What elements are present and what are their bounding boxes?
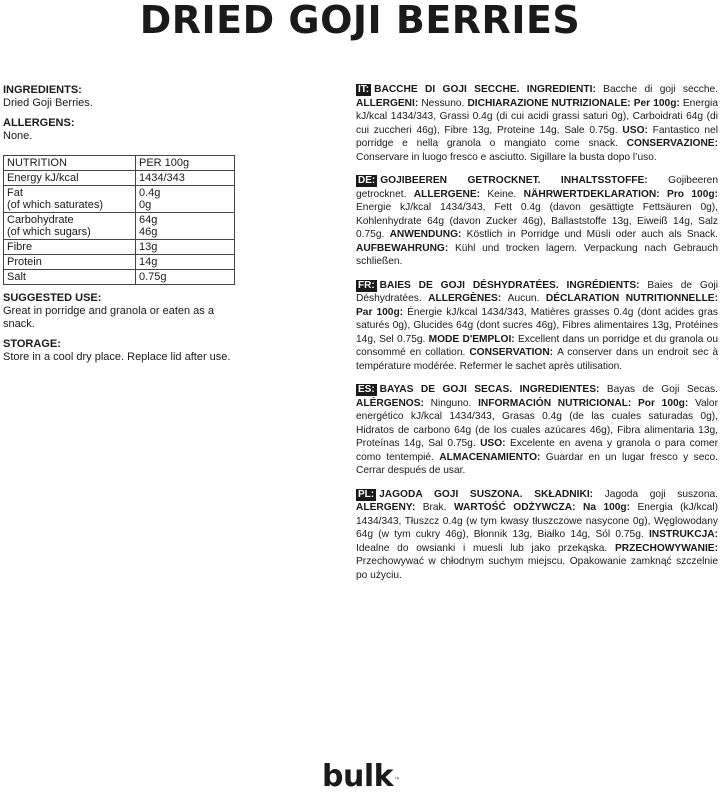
nutrition-value: 14g xyxy=(136,255,235,270)
suggested-use-text: Great in porridge and granola or eaten as a snack. xyxy=(3,305,214,330)
translation-block-pl xyxy=(356,488,718,583)
translation-block-fr xyxy=(356,279,718,374)
translation-text: Idealne do owsianki i muesli lub jako przekąska. xyxy=(356,542,615,554)
ingredients-text: Dried Goji Berries. xyxy=(3,97,93,109)
translation-heading: ALLERGENE: xyxy=(413,188,488,200)
language-code-badge: IT: xyxy=(358,84,370,95)
nutrition-table xyxy=(3,155,235,285)
nutrition-header-row xyxy=(4,156,235,171)
translation-text: Brak. xyxy=(422,502,454,513)
nutrition-header-label: NUTRITION xyxy=(4,156,136,171)
logo-wordmark: bulk xyxy=(322,759,394,794)
storage-text: Store in a cool dry place. Replace lid after use. xyxy=(3,351,231,363)
translation-heading: USO: xyxy=(480,438,510,449)
page-title: DRIED GOJI BERRIES xyxy=(139,0,581,42)
allergens-heading: ALLERGENS: xyxy=(3,117,75,129)
nutrition-row-fibre xyxy=(4,240,235,255)
translation-heading: USO: xyxy=(622,124,653,136)
translation-text: Jagoda goji suszona. xyxy=(604,488,719,500)
nutrition-row-carbohydrate xyxy=(4,213,235,240)
language-code-badge: PL: xyxy=(358,488,375,500)
translation-text: Bacche di goji secche. xyxy=(603,84,718,95)
translation-heading: ALÉRGENOS: xyxy=(356,397,431,409)
nutrition-row-salt xyxy=(4,270,235,285)
nutrition-value: 0.75g xyxy=(136,270,235,285)
translations-panel xyxy=(356,83,718,592)
translation-block-it xyxy=(356,83,718,164)
nutrition-row-protein xyxy=(4,255,235,270)
translation-heading: ALMACENAMIENTO: xyxy=(439,451,546,463)
suggested-use-heading: SUGGESTED USE: xyxy=(3,292,102,304)
translation-heading: ALLERGENI: xyxy=(356,97,422,109)
nutrition-label: Carbohydrate xyxy=(7,214,74,226)
translation-heading: MODE D'EMPLOI: xyxy=(428,333,518,345)
translation-heading: NÄHRWERTDEKLARATION: Pro 100g: xyxy=(523,188,718,200)
nutrition-row-fat xyxy=(4,186,235,213)
nutrition-sublabel: (of which sugars) xyxy=(7,226,91,238)
translation-text: Keine. xyxy=(487,188,524,200)
language-code-badge: FR: xyxy=(358,279,375,291)
english-label-panel xyxy=(3,84,239,364)
translation-heading: WARTOŚĆ ODŻYWCZA: Na 100g: xyxy=(453,502,638,513)
translation-heading: INFORMACIÓN NUTRICIONAL: Por 100g: xyxy=(478,397,695,409)
translation-text: Energia (kJ/kcal) 1434/343, Tłuszcz 0.4g (w tym kwasy tłuszczowe nasycone 0g), Węglowodany 64g (w tym cukry 46g), Błonnik 13g, Białko 14g, Sól 0.75g. xyxy=(356,502,719,540)
nutrition-value: 13g xyxy=(136,240,235,255)
translation-text: Excelente en avena y granola o para comer como tentempié. xyxy=(356,438,718,463)
translation-heading: DÉCLARATION NUTRITIONNELLE: Par 100g: xyxy=(356,293,718,318)
nutrition-label: Fibre xyxy=(4,240,136,255)
language-code-badge: DE: xyxy=(358,175,376,186)
nutrition-row-energy xyxy=(4,171,235,186)
translation-text: Énergie kJ/kcal 1434/343, Matières grasses 0.4g (dont acides gras saturés 0g), Glucides 64g (dont sucres 46g), Fibres alimentaires 13g, Protéines 14g, Sel 0.75g. xyxy=(356,306,718,345)
translation-block-de xyxy=(356,174,718,269)
translation-heading: DICHIARAZIONE NUTRIZIONALE: Per 100g: xyxy=(467,97,683,109)
translation-text: Energia kJ/kcal 1434/343, Grassi 0.4g (di cui acidi grassi saturi 0g), Carboidrati 64g (di cui zuccheri 46g), Fibre 13g, Proteine 14g, Sale 0.75g. xyxy=(356,97,718,136)
translation-block-es xyxy=(356,383,718,478)
translation-heading: AUFBEWAHRUNG: xyxy=(356,242,455,254)
translation-text: Baies de Goji Déshydratées. xyxy=(356,279,719,304)
translation-text: Fantastico nel porridge e nella granola o mangiato come snack. xyxy=(356,124,718,149)
translation-text: Valor energético kJ/kcal 1434/343, Grasas 0.4g (de las cuales saturadas 0g), Hidratos de carbono 64g (de los cuales azúcares 46g), Fibra alimentaria 13g, Proteínas 14g, Sal 0.75g. xyxy=(356,397,718,449)
translation-heading: CONSERVAZIONE: xyxy=(626,138,718,149)
translation-text: A conserver dans un endroit sec à température modérée. Refermer le sachet après utilisation. xyxy=(356,347,718,372)
nutrition-value: 0.4g xyxy=(139,187,161,199)
translation-text: Conservare in luogo fresco e asciutto. Sigillare la busta dopo l’uso. xyxy=(356,151,657,163)
translation-heading: BAYAS DE GOJI SECAS. INGREDIENTES: xyxy=(379,384,607,395)
translation-heading: BAIES DE GOJI DÉSHYDRATÉES. INGRÉDIENTS: xyxy=(379,279,648,291)
translation-text: Aucun. xyxy=(507,293,546,304)
allergens-text: None. xyxy=(3,130,33,142)
translation-text: Gojibeeren getrocknet. xyxy=(356,175,718,200)
translation-heading: ALLERGÈNES: xyxy=(428,293,508,304)
nutrition-value: 1434/343 xyxy=(136,171,235,186)
nutrition-sublabel: (of which saturates) xyxy=(7,199,103,211)
translation-heading: ALERGENY: xyxy=(356,502,423,513)
bulk-logo xyxy=(322,760,400,794)
translation-text: Ninguno. xyxy=(430,397,479,409)
translation-heading: GOJIBEEREN GETROCKNET. INHALTSSTOFFE: xyxy=(380,175,669,186)
nutrition-label: Protein xyxy=(4,255,136,270)
nutrition-label: Energy kJ/kcal xyxy=(4,171,136,186)
translation-text: Guardar en un lugar fresco y seco. Cerrar después de usar. xyxy=(356,451,718,476)
translation-text: Przechowywać w chłodnym suchym miejscu. Opakowanie zamknąć szczelnie po użyciu. xyxy=(356,556,718,581)
language-code-badge: ES: xyxy=(358,384,375,395)
translation-text: Excellent dans un porridge et du granola ou consommé en collation. xyxy=(356,333,718,358)
nutrition-value: 64g xyxy=(139,214,158,226)
translation-text: Köstlich in Porridge und Müsli oder auch als Snack. xyxy=(466,229,719,240)
ingredients-heading: INGREDIENTS: xyxy=(3,84,82,96)
translation-text: Energie kJ/kcal 1434/343, Fett 0.4g (davon gesättigte Fettsäuren 0g), Kohlenhydrate 64g (davon Zucker 46g), Ballaststoffe 13g, Eiweiß 14g, Salz 0.75g. xyxy=(356,202,718,240)
translation-heading: ANWENDUNG: xyxy=(389,229,467,240)
translation-heading: JAGODA GOJI SUSZONA. SKŁADNIKI: xyxy=(379,488,605,500)
nutrition-label: Fat xyxy=(7,187,23,199)
storage-heading: STORAGE: xyxy=(3,338,61,350)
nutrition-label: Salt xyxy=(4,270,136,285)
translation-heading: PRZECHOWYWANIE: xyxy=(614,542,718,554)
translation-text: Kühl und trocken lagern. Verpackung nach Gebrauch schließen. xyxy=(356,242,718,267)
translation-text: Nessuno. xyxy=(421,97,468,109)
translation-heading: INSTRUKCJA: xyxy=(648,529,718,540)
trademark-mark: ™ xyxy=(394,777,400,784)
translation-heading: BACCHE DI GOJI SECCHE. INGREDIENTI: xyxy=(374,84,604,95)
nutrition-subvalue: 46g xyxy=(139,226,158,238)
nutrition-subvalue: 0g xyxy=(139,199,152,211)
translation-heading: CONSERVATION: xyxy=(469,347,558,358)
translation-text: Bayas de Goji Secas. xyxy=(606,384,718,395)
nutrition-header-value: PER 100g xyxy=(136,156,235,171)
